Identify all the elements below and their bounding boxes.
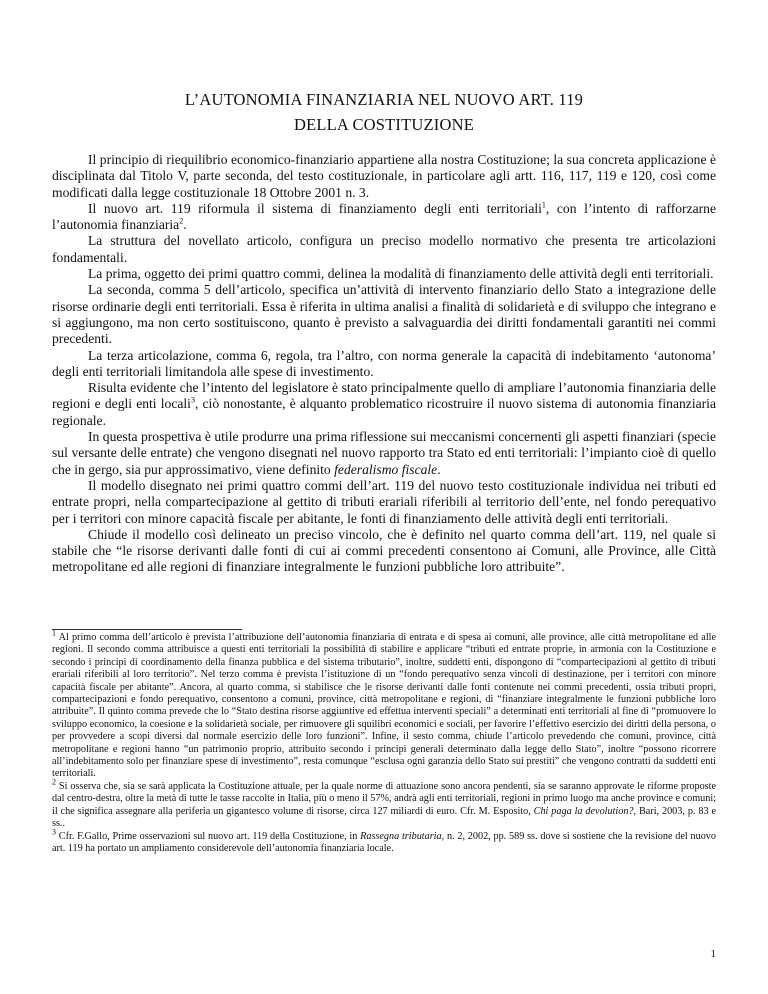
page-number: 1 <box>710 948 716 960</box>
paragraph-9: Il modello disegnato nei primi quattro commi dell’art. 119 del nuovo testo costituzionale individua nei tributi ed entrate propri, nella compartecipazione al gettito di tributi erariali riferibili al territorio dell’ente, nel fondo perequativo per i territori con minore capacità fiscale per abitante, le fonti di finanziamento delle attività degli enti territoriali. <box>52 477 716 526</box>
footnote-ref-1[interactable]: 1 <box>541 200 546 210</box>
document-title-line1: L’AUTONOMIA FINANZIARIA NEL NUOVO ART. 119 <box>184 90 584 109</box>
paragraph-1: Il principio di riequilibrio economico-finanziario appartiene alla nostra Costituzione; la sua concreta applicazione è disciplinata dal Titolo V, parte seconda, del testo costituzionale, in particolare agli artt. 116, 117, 119 e 120, così come modificati dalla legge costituzionale 18 Ottobre 2001 n. 3. <box>52 152 716 200</box>
paragraph-10: Chiude il modello così delineato un preciso vincolo, che è definito nel quarto comma dell’art. 119, nel quale si stabile che “le risorse derivanti dalle fonti di cui ai commi precedenti consentono ai Comuni, alle Province, alle Città metropolitane ed alle regioni di finanziare integralmente le funzioni pubbliche loro attribuite”. <box>52 526 716 575</box>
body-text <box>52 152 716 576</box>
document-title-line2: DELLA COSTITUZIONE <box>293 115 475 134</box>
paragraph-7: Risulta evidente che l’intento del legislatore è stato principalmente quello di ampliare l’autonomia finanziaria delle regioni e degli enti locali$^3$, ciò nonostante, è alquanto problematico ricostruire il nuovo sistema di autonomia finanziaria regionale. <box>52 380 716 428</box>
paragraph-5: La seconda, comma 5 dell’articolo, specifica un’attività di intervento finanziario dello Stato a integrazione delle risorse ordinarie degli enti territoriali. Essa è riferita in ultima analisi a finalità di solidarietà e di sviluppo che integrano e si aggiungono, ma non certo sostituiscono, quanto è previsto a salvaguardia dei diritti fondamentali garantiti nei commi precedenti. <box>52 282 716 347</box>
footnote-separator <box>52 629 242 630</box>
paragraph-4: La prima, oggetto dei primi quattro commi, delinea la modalità di finanziamento delle attività degli enti territoriali. <box>88 266 714 282</box>
footnote-3: $^3$ Cfr. F.Gallo, Prime osservazioni sul nuovo art. 119 della Costituzione, in Rassegna tributaria, n. 2, 2002, pp. 589 ss. dove si sostiene che la revisione del nuovo art. 119 ha portato un ampliamento considerevole dell’autonomia finanziaria locale. <box>52 827 716 854</box>
footnote-ref-3[interactable]: 3 <box>190 395 195 405</box>
footnote-ref-2[interactable]: 2 <box>179 216 184 226</box>
footnote-1: $^1$ Al primo comma dell’articolo è prevista l’attribuzione dell’autonomia finanziaria di entrata e di spesa ai comuni, alle province, alle città metropolitane ed alle regioni. Il secondo comma attribuisce a questi enti territoriali la possibilità di stabilire e applicare “tributi ed entrate proprie, in armonia con la Costituzione e secondo i principi di coordinamento della finanza pubblica e del sistema tributario”, inoltre, suddetti enti, dispongono di “compartecipazioni al gettito di tributi erariali riferibili al loro territorio”. Nel terzo comma è prevista l’istituzione di un “fondo perequativo senza vincoli di destinazione, per i territori con minore capacità fiscale per abitante”. Ancora, al quarto comma, si stabilisce che le risorse derivanti dalle fonti contenute nei commi precedenti, ossia tributi propri, compartecipazioni e fondo perequativo, consentono a comuni, province, città metropolitane e regioni, di “finanziare integralmente le funzioni pubbliche loro attribuite”. Il quinto comma prevede che lo “Stato destina risorse aggiuntive ed effettua interventi speciali” a determinati enti territoriali al fine di “promuovere lo sviluppo economico, la coesione e la solidarietà sociale, per rimuovere gli squilibri economici e sociali, per favorire l’effettivo esercizio dei diritti della persona, o per provvedere a scopi diversi dal normale esercizio delle loro funzioni”. Infine, il sesto comma, chiude l’articolo prevedendo che comuni, province, città metropolitane e regioni hanno “un patrimonio proprio, attribuito secondo i principi generali determinato dalla legge dello Stato”, inoltre “possono ricorrere all’indebitamento solo per finanziare spese di investimento”, resta comunque “esclusa ogni garanzia dello Stato sui prestiti” che vengono contratti da suddetti enti territoriali. <box>52 628 716 780</box>
paragraph-3: La struttura del novellato articolo, configura un preciso modello normativo che presenta tre articolazioni fondamentali. <box>52 233 716 265</box>
footnotes <box>52 628 716 855</box>
paragraph-8: In questa prospettiva è utile produrre una prima riflessione sui meccanismi concernenti gli aspetti finanziari (specie sul versante delle entrate) che vengono disegnati nel nuovo rapporto tra Stato ed enti territoriali: l’impianto cioè di quello che in gergo, sia pur approssimativo, viene definito federalismo fiscale. <box>52 429 716 477</box>
paragraph-6: La terza articolazione, comma 6, regola, tra l’altro, con norma generale la capacità di indebitamento ‘autonoma’ degli enti territoriali limitandola alle spese di investimento. <box>52 347 716 379</box>
footnote-2: $^2$ Si osserva che, sia se sarà applicata la Costituzione attuale, per la quale norme di attuazione sono ancora pendenti, sia se saranno approvate le riforme proposte dal centro-destra, oltre la metà di tutte le tasse raccolte in Italia, più o meno il 57%, andrà agli enti territoriali, regioni in primo luogo ma anche province e comuni; il che significa assegnare alla periferia un gigantesco volume di risorse, circa 127 miliardi di euro. Cfr. M. Esposito, Chi paga la devolution?, Bari, 2003, p. 83 e ss.. <box>52 777 716 830</box>
paragraph-2: Il nuovo art. 119 riformula il sistema di finanziamento degli enti territoriali$^1$, con l’intento di rafforzarne l’autonomia finanziaria$^2$. <box>52 200 717 233</box>
